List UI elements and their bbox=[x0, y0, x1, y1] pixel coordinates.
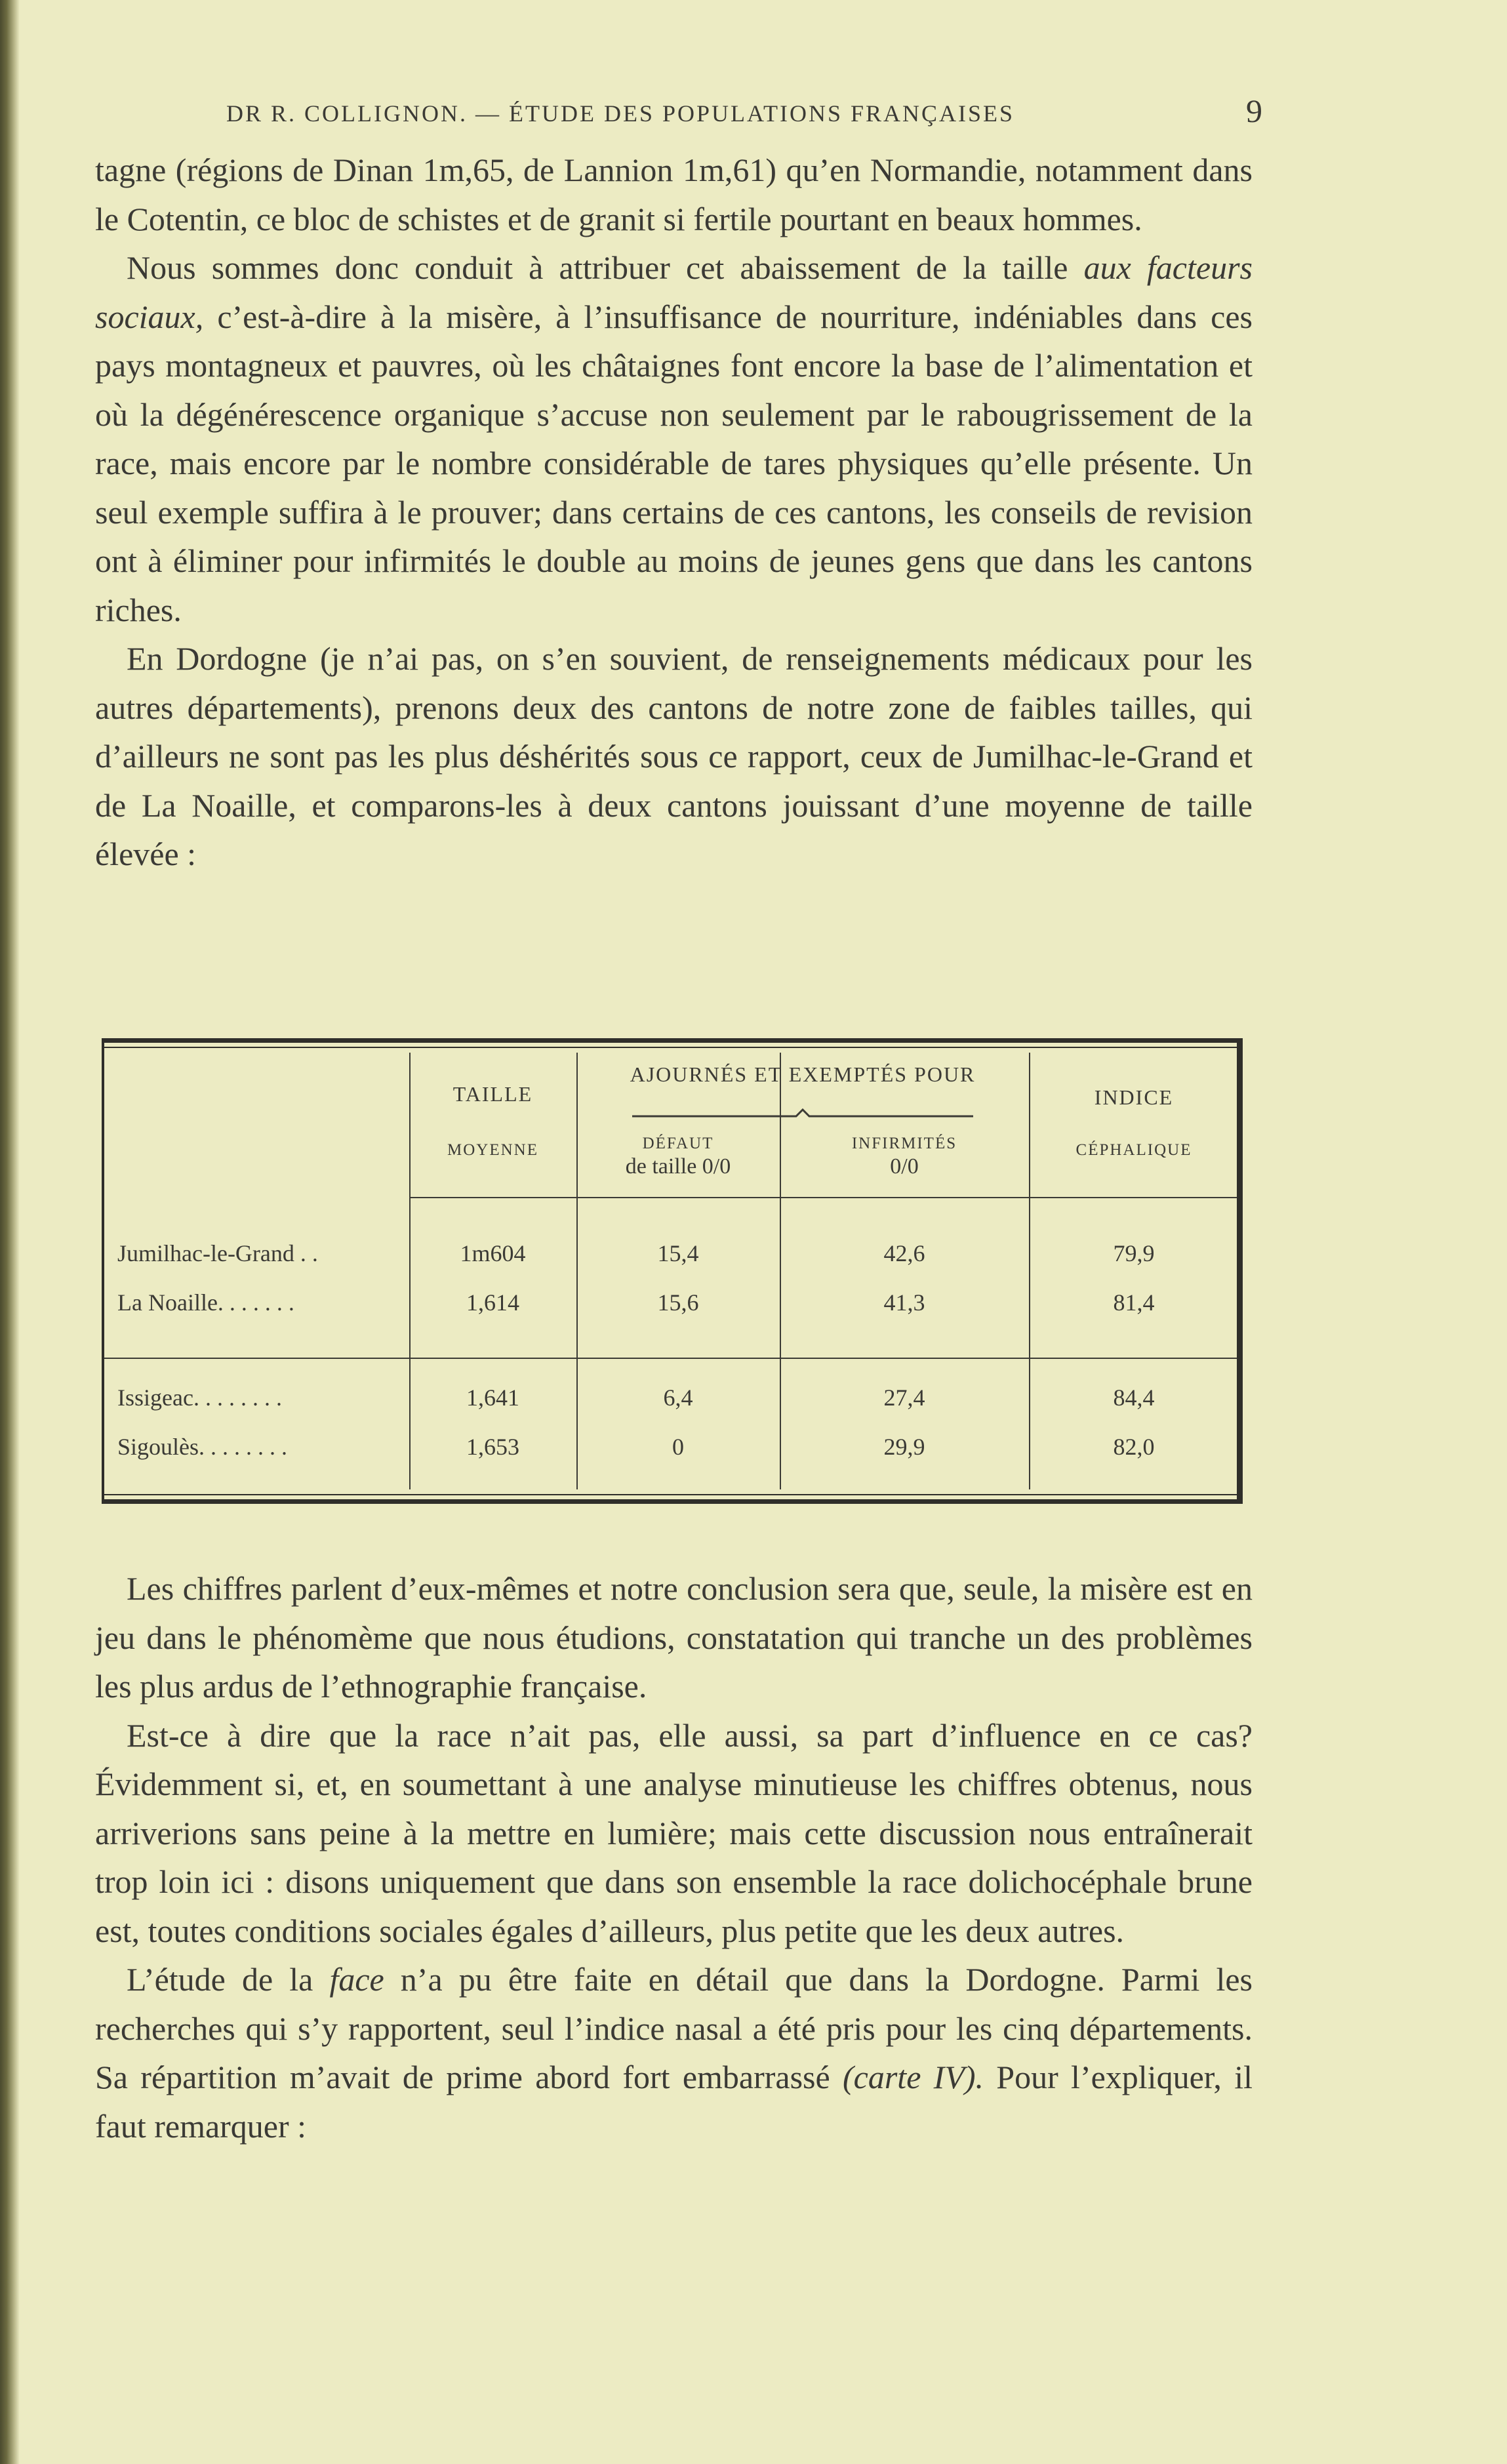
paragraph bbox=[95, 1955, 1253, 2151]
row-name: Issigeac. . . . . . . . bbox=[117, 1384, 282, 1411]
header-moyenne: MOYENNE bbox=[447, 1141, 538, 1159]
header-ajournes: AJOURNÉS ET EXEMPTÉS POUR bbox=[630, 1062, 976, 1086]
cell-indice: 82,0 bbox=[1113, 1434, 1155, 1460]
cell-taille: 1,653 bbox=[466, 1434, 519, 1460]
column-divider bbox=[409, 1053, 411, 1489]
paragraph-text: n’a pu être faite en détail que dans la Dordogne. Parmi les recherches qui s’y rapportent, seul l’indice nasal a été pris pour les cinq départements. Sa répartition m’avait de prime abord fort embarrassé bbox=[95, 1961, 1253, 2095]
paragraph bbox=[95, 243, 1253, 634]
cell-defaut: 0 bbox=[672, 1434, 684, 1460]
column-divider bbox=[576, 1053, 578, 1489]
paragraph: Les chiffres parlent d’eux-mêmes et notre conclusion sera que, seule, la misère est en jeu dans le phénomème que nous étudions, constatation qui tranche un des problèmes les plus ardus de l’ethnographie française. bbox=[95, 1570, 1253, 1705]
header-defaut-sub: de taille 0/0 bbox=[625, 1154, 731, 1179]
cell-defaut: 6,4 bbox=[663, 1384, 693, 1411]
header-indice: INDICE bbox=[1094, 1085, 1174, 1109]
cell-infirmites: 41,3 bbox=[883, 1289, 925, 1316]
cell-infirmites: 27,4 bbox=[883, 1384, 925, 1411]
paragraph-text: Nous sommes donc conduit à attribuer cet abaissement de la taille bbox=[127, 249, 1084, 286]
cell-taille: 1,614 bbox=[466, 1289, 519, 1316]
book-spine-edge bbox=[0, 0, 20, 2464]
table-rule bbox=[104, 1047, 1237, 1048]
cell-indice: 81,4 bbox=[1113, 1289, 1155, 1316]
row-name: La Noaille. . . . . . . bbox=[117, 1289, 294, 1316]
table-rule bbox=[104, 1494, 1237, 1495]
header-cephalique: CÉPHALIQUE bbox=[1075, 1141, 1192, 1159]
emphasis: face bbox=[329, 1961, 384, 1998]
header-infirmites: INFIRMITÉS bbox=[851, 1135, 957, 1152]
cell-infirmites: 29,9 bbox=[883, 1434, 925, 1460]
running-head bbox=[226, 92, 1262, 131]
body-text-top bbox=[95, 146, 1253, 879]
cell-taille: 1m604 bbox=[460, 1240, 526, 1266]
body-text-bottom bbox=[95, 1564, 1253, 2151]
paragraph: tagne (régions de Dinan 1m,65, de Lannion 1m,61) qu’en Normandie, notamment dans le Cotentin, ce bloc de schistes et de granit si fertile pourtant en beaux hommes. bbox=[95, 151, 1253, 237]
cell-indice: 79,9 bbox=[1113, 1240, 1155, 1266]
header-taille: TAILLE bbox=[452, 1082, 533, 1106]
column-divider bbox=[1029, 1053, 1030, 1489]
row-name: Jumilhac-le-Grand . . bbox=[117, 1240, 318, 1266]
running-head-title: DR R. COLLIGNON. — ÉTUDE DES POPULATIONS FRANÇAISES bbox=[226, 100, 1015, 127]
paragraph-text: c’est-à-dire à la misère, à l’insuffisance de nourriture, indéniables dans ces pays montagneux et pauvres, où les châtaignes font encore la base de l’alimentation et où la dégénérescence organique s’accuse non seulement par le rabougrissement de la race, mais encore par le nombre considérable de tares physiques qu’elle présente. Un seul exemple suffira à le prouver; dans certains de ces cantons, les conseils de revision ont à éliminer pour infirmités le double au moins de jeunes gens que dans les cantons riches. bbox=[95, 298, 1253, 628]
cell-defaut: 15,4 bbox=[657, 1240, 699, 1266]
header-infirmites-sub: 0/0 bbox=[890, 1154, 919, 1179]
cell-taille: 1,641 bbox=[466, 1384, 519, 1411]
paragraph-text: L’étude de la bbox=[127, 1961, 330, 1998]
brace-icon bbox=[632, 1108, 973, 1118]
emphasis: (carte IV). bbox=[843, 2059, 984, 2095]
column-divider bbox=[780, 1053, 781, 1489]
page-number: 9 bbox=[1246, 92, 1262, 129]
cell-infirmites: 42,6 bbox=[883, 1240, 925, 1266]
cell-defaut: 15,6 bbox=[657, 1289, 699, 1316]
header-defaut: DÉFAUT bbox=[642, 1135, 714, 1152]
cell-indice: 84,4 bbox=[1113, 1384, 1155, 1411]
paragraph-text: Pour l’expliquer, il faut remarquer : bbox=[95, 2059, 1253, 2145]
data-table bbox=[102, 1038, 1243, 1504]
paragraph: Est-ce à dire que la race n’ait pas, elle aussi, sa part d’influence en ce cas? Évidemment si, et, en soumettant à une analyse minutieuse les chiffres obtenus, nous arriverions sans peine à la mettre en lumière; mais cette discussion nous entraînerait trop loin ici : disons uniquement que dans son ensemble la race dolichocéphale brune est, toutes conditions sociales égales d’ailleurs, plus petite que les deux autres. bbox=[95, 1716, 1253, 1949]
row-name: Sigoulès. . . . . . . . bbox=[117, 1434, 288, 1460]
emphasis: aux facteurs sociaux, bbox=[95, 249, 1253, 335]
paragraph: En Dordogne (je n’ai pas, on s’en souvient, de renseignements médicaux pour les autres départements), prenons deux des cantons de notre zone de faibles tailles, qui d’ailleurs ne sont pas les plus déshérités sous ce rapport, ceux de Jumilhac-le-Grand et de La Noaille, et comparons-les à deux cantons jouissant d’une moyenne de taille élevée : bbox=[95, 640, 1253, 872]
group-rule bbox=[104, 1358, 1237, 1359]
header-rule bbox=[409, 1197, 1237, 1198]
